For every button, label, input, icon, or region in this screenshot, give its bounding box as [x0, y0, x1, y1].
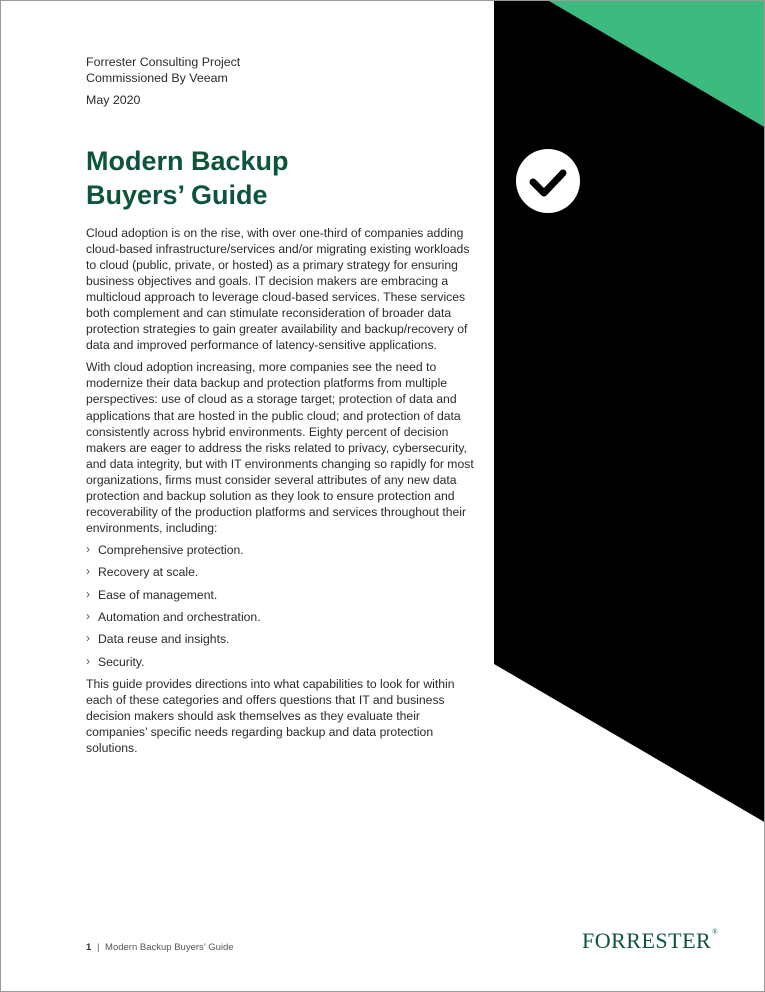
list-item — [86, 564, 476, 580]
checkmark-icon — [516, 149, 580, 213]
list-item — [86, 609, 476, 625]
black-panel-shape — [494, 1, 765, 823]
list-item-text: Data reuse and insights. — [98, 632, 230, 647]
list-item — [86, 654, 476, 670]
list-item-text: Security. — [98, 654, 145, 669]
chevron-right-icon: › — [86, 541, 90, 556]
list-item-text: Comprehensive protection. — [98, 542, 244, 557]
project-line: Forrester Consulting Project — [86, 55, 241, 69]
chevron-right-icon: › — [86, 608, 90, 623]
list-item-text: Recovery at scale. — [98, 565, 199, 580]
page-title — [86, 144, 289, 212]
chevron-right-icon: › — [86, 564, 90, 579]
footer-separator: | — [96, 942, 100, 953]
forrester-logo — [582, 928, 718, 954]
checkmark-badge — [516, 149, 580, 213]
body-content — [86, 225, 476, 762]
title-line-2: Buyers’ Guide — [86, 180, 268, 210]
publication-date: May 2020 — [86, 93, 141, 107]
list-item — [86, 631, 476, 647]
page-footer — [86, 942, 234, 953]
commissioned-line: Commissioned By Veeam — [86, 71, 228, 85]
footer-doc-title: Modern Backup Buyers’ Guide — [105, 942, 234, 953]
logo-text: FORRESTER — [582, 928, 712, 953]
chevron-right-icon: › — [86, 653, 90, 668]
list-item — [86, 587, 476, 603]
guide-paragraph: This guide provides directions into what capabilities to look for within each of these categories and offers questions that IT and business decision makers should ask themselves as they evaluate their companies’ specific needs regarding backup and data protection solutions. — [86, 676, 455, 756]
chevron-right-icon: › — [86, 586, 90, 601]
registered-mark: ® — [712, 928, 719, 936]
list-item-text: Automation and orchestration. — [98, 609, 261, 624]
adoption-paragraph: With cloud adoption increasing, more companies see the need to modernize their data backup and protection platforms from multiple perspectives: use of cloud as a storage target; protection of data and applications that are hosted in the public cloud; and protection of data consistently across hybrid environments. Eighty percent of decision makers are eager to address the risks related to privacy, cybersecurity, and data integrity, but with IT environments changing so rapidly for most organizations, firms must consider several attributes of any new data protection and backup solution as they look to ensure protection and recoverability of the production platforms and services throughout their environments, including: — [86, 360, 474, 535]
attribute-list — [86, 542, 476, 670]
page-number: 1 — [86, 942, 92, 953]
list-item — [86, 542, 476, 558]
title-line-1: Modern Backup — [86, 146, 289, 176]
chevron-right-icon: › — [86, 631, 90, 646]
list-item-text: Ease of management. — [98, 587, 218, 602]
intro-paragraph: Cloud adoption is on the rise, with over one-third of companies adding cloud-based infrastructure/services and/or migrating existing workloads to cloud (public, private, or hosted) as a primary strategy for ensuring business objectives and goals. IT decision makers are embracing a multicloud approach to leverage cloud-based services. These services both complement and can stimulate reconsideration of broader data protection strategies to gain greater availability and backup/recovery of data and improved performance of latency-sensitive applications. — [86, 226, 470, 353]
